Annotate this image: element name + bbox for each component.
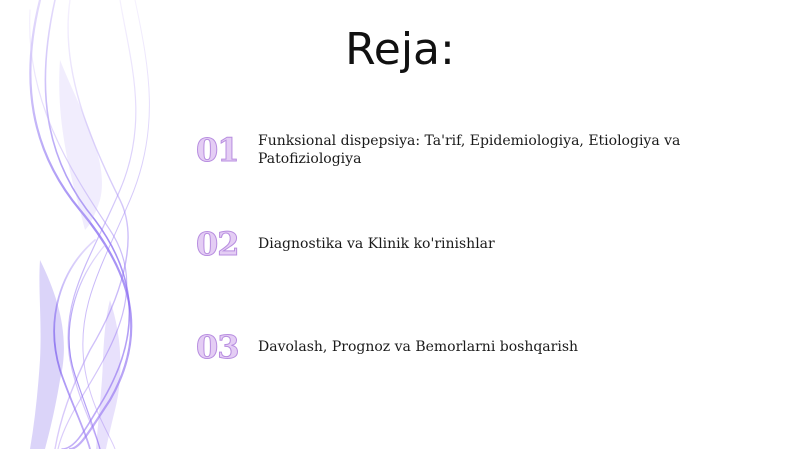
agenda-number-2: 02 bbox=[196, 225, 239, 263]
slide-title bbox=[0, 22, 800, 78]
agenda-item-3 bbox=[196, 327, 756, 367]
slide-title-text: Reja: bbox=[345, 24, 455, 75]
agenda-item-2 bbox=[196, 224, 756, 264]
agenda-item-1 bbox=[196, 130, 756, 170]
agenda-text-1: Funksional dispepsiya: Ta'rif, Epidemiologiya, Etiologiya va Patofiziologiya bbox=[258, 133, 681, 167]
agenda-number-1: 01 bbox=[196, 131, 239, 169]
agenda-number-3: 03 bbox=[196, 328, 239, 366]
agenda-text-2: Diagnostika va Klinik ko'rinishlar bbox=[258, 236, 495, 252]
agenda-text-3: Davolash, Prognoz va Bemorlarni boshqarish bbox=[258, 339, 579, 355]
